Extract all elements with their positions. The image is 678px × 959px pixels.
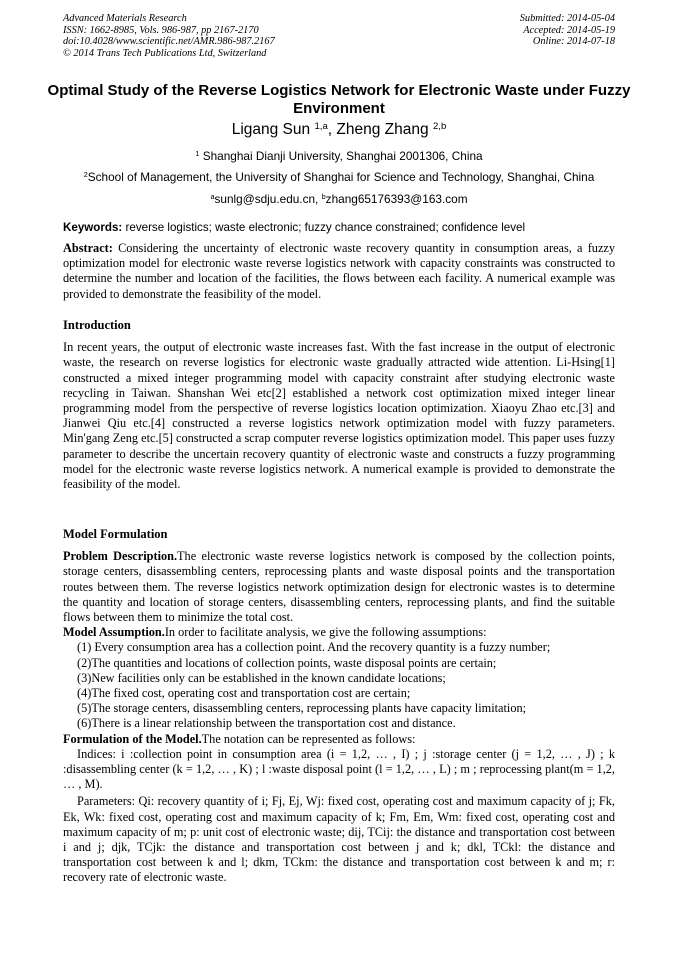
- paper-title: Optimal Study of the Reverse Logistics Network for Electronic Waste under Fuzzy Environment: [47, 82, 631, 117]
- affiliation-1: $^1$ Shanghai Dianji University, Shanghai 2001306, China: [195, 148, 483, 163]
- keywords: [63, 221, 618, 235]
- author-2: Zheng Zhang: [336, 121, 429, 138]
- list-item: (1) Every consumption area has a collection point. And the recovery quantity is a fuzzy number;: [77, 640, 551, 655]
- model-assumption: Model Assumption.In order to facilitate analysis, we give the following assumptions:: [63, 625, 487, 640]
- author-emails: $^a$sunlg@sdju.edu.cn, $^b$zhang65176393@163.com: [210, 191, 468, 206]
- journal-doi: doi:10.4028/www.scientific.net/AMR.986-987.2167: [63, 36, 275, 48]
- abstract-label: Abstract:: [63, 241, 113, 255]
- email-b: zhang65176393@163.com: [325, 192, 468, 206]
- journal-header-left: [63, 13, 275, 59]
- online-date: Online: 2014-07-18: [532, 36, 615, 48]
- model-section: [63, 527, 615, 886]
- abstract-text: Considering the uncertainty of electronic waste recovery quantity in consumption areas, a fuzzy optimization model for electronic waste reverse logistics network with capacity constraints was constructed to determine the number and location of the facilities, the flows between each facility. A numerical example was provided to demonstrate the feasibility of the model.: [63, 241, 616, 301]
- problem-description: Problem Description.The electronic waste reverse logistics network is composed by the collection points, storage centers, disassembling centers, reprocessing plants and waste disposal points and the transportation routes between them. The reverse logistics network optimization design for electronic wastes is to determine the quantity and location of storage centers, disassembling centers, reprocessing plants, and find the suitable flows between them to minimize the total cost.: [63, 549, 615, 625]
- journal-name: Advanced Materials Research: [63, 13, 187, 24]
- accepted-date: Accepted: 2014-05-19: [523, 24, 615, 36]
- keywords-text: reverse logistics; waste electronic; fuzzy chance constrained; confidence level: [125, 221, 526, 234]
- author-line: Ligang Sun $^{1,a}$, Zheng Zhang $^{2,b}$: [231, 121, 447, 138]
- introduction-text: In recent years, the output of electronic waste increases fast. With the fast increase in the output of electronic waste, the research on reverse logistics for electronic waste gradually attracted wide attention. Li-Hsing[1] constructed a mixed integer programming model with capacity constraint after studying electronic waste recycling in Taiwan. Shanshan Wei etc[2] established a network cost optimization mixed integer linear programming model from the perspective of reverse logistics location optimization. Xiaoyu Zhao etc.[3] and Jianwei Qiu etc.[4] constructed a reverse logistics network optimization model with fuzzy parameters. Min'gang Zeng etc.[5] constructed a scrap computer reverse logistics optimization model. This paper uses fuzzy parameter to describe the uncertain recovery quantity of electronic waste and constructs a fuzzy programming model for the electronic waste reverse logistics network. A numerical example is provided to demonstrate the feasibility of the model.: [63, 340, 615, 492]
- email-a: sunlg@sdju.edu.cn,: [214, 192, 319, 206]
- model-heading: Model Formulation: [63, 527, 168, 541]
- keywords-label: Keywords:: [63, 221, 123, 234]
- journal-header-right: [520, 13, 615, 48]
- abstract: [63, 241, 615, 302]
- list-item: (4)The fixed cost, operating cost and transportation cost are certain;: [77, 686, 411, 701]
- journal-issn: ISSN: 1662-8985, Vols. 986-987, pp 2167-2170: [63, 24, 259, 36]
- submitted-date: Submitted: 2014-05-04: [519, 13, 615, 24]
- list-item: (6)There is a linear relationship between the transportation cost and distance.: [77, 716, 456, 731]
- parameters-paragraph: Parameters: Qi: recovery quantity of i; Fj, Ej, Wj: fixed cost, operating cost and maximum capacity of j; Fk, Ek, Wk: fixed cost, operating cost and maximum capacity of k; Fm, Em, Wm: fixed cost, operating cost and maximum capacity of m; p: unit cost of electronic waste; dij, TCij: the distance and transportation cost between i and j; djk, TCjk: the distance and transportation cost between j and k; dkl, TCkl: the distance and transportation cost between k and l; dkm, TCkm: the distance and transportation cost between k and m; r: recovery rate of electronic waste.: [63, 794, 615, 885]
- introduction-heading: Introduction: [63, 318, 131, 332]
- list-item: (3)New facilities only can be established in the known candidate locations;: [77, 670, 446, 685]
- introduction-section: [63, 318, 615, 492]
- author-1: Ligang Sun: [231, 121, 311, 138]
- formulation: Formulation of the Model.The notation can be represented as follows:: [63, 731, 416, 746]
- author-1-sup: 1,a: [314, 121, 328, 133]
- list-item: (5)The storage centers, disassembling centers, reprocessing plants have capacity limitation;: [77, 701, 527, 716]
- list-item: (2)The quantities and locations of collection points, waste disposal points are certain;: [77, 655, 497, 670]
- affiliation-2: $^2$School of Management, the University of Shanghai for Science and Technology, Shanghai, China: [83, 169, 595, 184]
- author-2-sup: 2,b: [432, 121, 447, 133]
- journal-copyright: © 2014 Trans Tech Publications Ltd, Switzerland: [63, 47, 267, 59]
- indices-paragraph: Indices: i :collection point in consumption area (i = 1,2, … , I) ; j :storage center (j = 1,2, … , J) ; k :disassembling center (k = 1,2, … , K) ; l :waste disposal point (l = 1,2, … , L) ; m ; reprocessing plant(m = 1,2, … , M).: [63, 746, 615, 792]
- assumption-list: [63, 640, 615, 731]
